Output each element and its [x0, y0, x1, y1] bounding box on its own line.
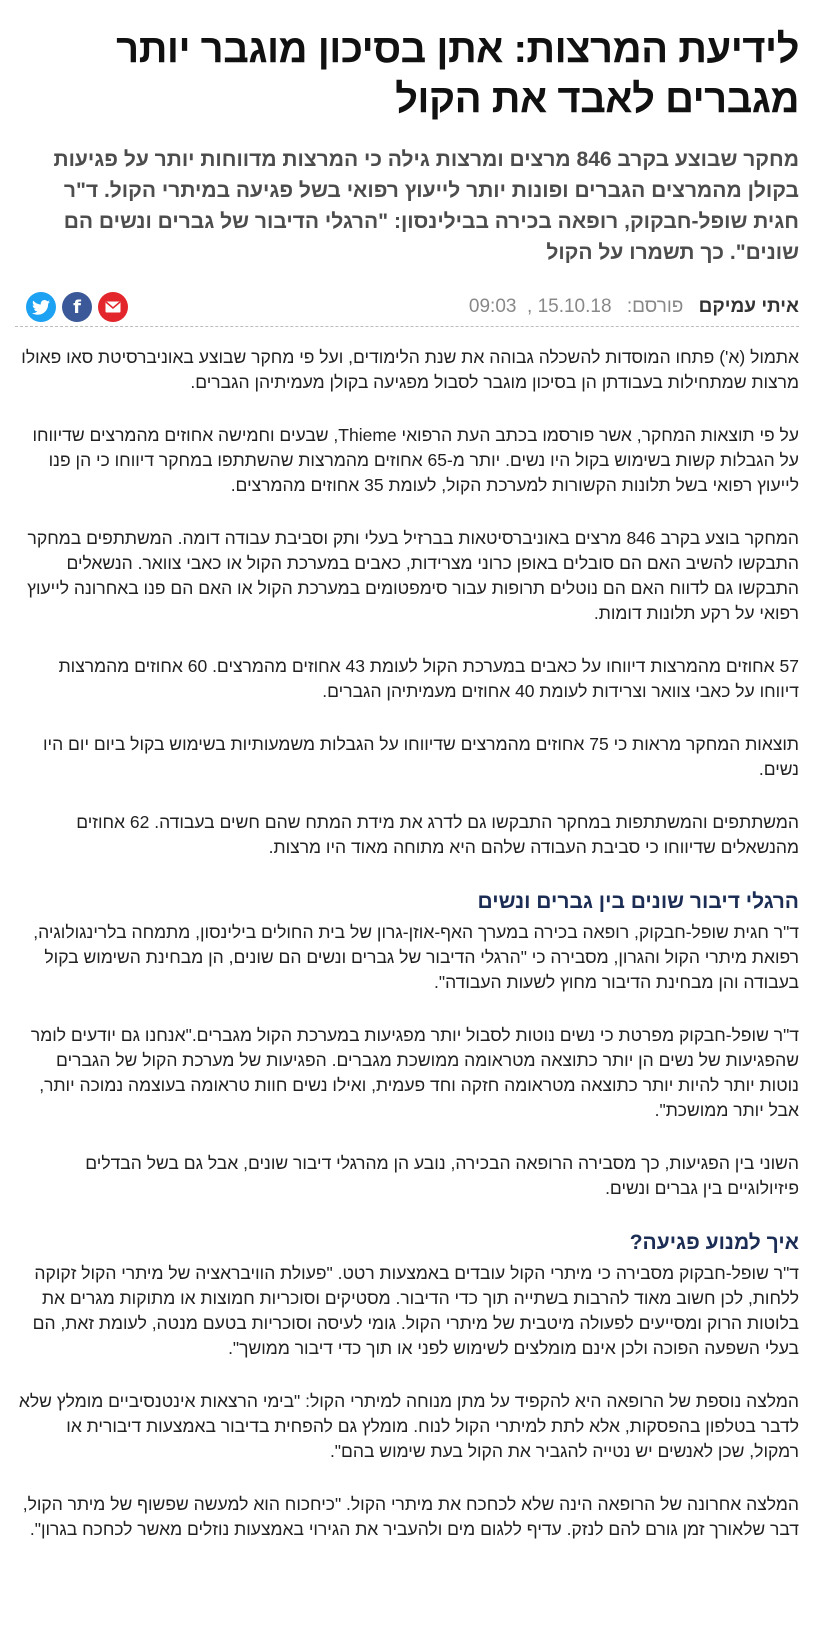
section-heading: הרגלי דיבור שונים בין גברים ונשים [477, 890, 799, 913]
published-label: פורסם: [626, 296, 684, 317]
paragraph: ד"ר חגית שופל-חבקוק, רופאה בכירה במערך האף-אוזן-גרון של בית החולים בילינסון, מתמחה בלרינגולוגיה, רפואת מיתרי הקול והגרון, מסבירה כי "הרגלי הדיבור של גברים ונשים הם שונים, הן מבחינת השימוש בקול בעבודה והן מבחינת הדיבור מחוץ לשעות העבודה". [33, 922, 799, 992]
paragraph: ד"ר שופל-חבקוק מפרטת כי נשים נוטות לסבול יותר מפגיעות במערכת הקול מגברים."אנחנו גם יודעים לומר שהפגיעות של נשים הן יותר כתוצאה מטראומה ממושכת מגברים. הפגיעות של מערכת הקול של הגברים נוטות יותר להיות יותר כתוצאה מטראומה חזקה וחד פעמית, ואילו נשים חוות טראומה בעוצמה נמוכה יותר, אבל יותר ממושכת". [30, 1025, 799, 1120]
facebook-icon[interactable]: f [62, 292, 92, 322]
article-body [15, 345, 799, 1542]
byline: איתי עמיקם פורסם: 15.10.18 , 09:03 [468, 296, 799, 317]
article-subtitle: מחקר שבוצע בקרב 846 מרצים ומרצות גילה כי המרצות מדווחות יותר על פגיעות בקולן מהמרצים הגברים ופונות יותר לייעוץ רפואי בשל פגיעה במיתרי הקול. ד"ר חגית שופל-חבקוק, רופאה בכירה בבילינסון: "הרגלי הדיבור של גברים ונשים הם שונים". כך תשמרו על הקול [53, 148, 799, 264]
paragraph: 57 אחוזים מהמרצות דיווחו על כאבים במערכת הקול לעומת 43 אחוזים מהמרצים. 60 אחוזים מהמרצות דיווחו על כאבי צוואר וצרידות לעומת 40 אחוזים מעמיתיהן הגברים. [58, 656, 799, 701]
author-link[interactable]: איתי עמיקם [698, 296, 799, 317]
mail-icon[interactable] [98, 292, 128, 322]
twitter-icon[interactable] [26, 292, 56, 322]
article-meta [15, 278, 799, 327]
paragraph: המחקר בוצע בקרב 846 מרצים באוניברסיטאות בברזיל בעלי ותק וסביבת עבודה דומה. המשתתפים במחקר התבקשו להשיב האם הם סובלים באופן כרוני מצרידות, כאבים במערכת הקול או כאבי צוואר. הנשאלים התבקשו גם לדווח האם הם נוטלים תרופות עבור סימפטומים במערכת הקול או האם הם פנו באחרונה לייעוץ רפואי על רקע תלונות דומות. [27, 528, 799, 623]
paragraph: המלצה נוספת של הרופאה היא להקפיד על מתן מנוחה למיתרי הקול: "בימי הרצאות אינטנסיביים מומלץ שלא לדבר בטלפון בהפסקות, אלא לתת למיתרי הקול לנוח. מומלץ גם להפחית בדיבור באמצעות דיבורית או רמקול, שכן לאנשים יש נטייה להגביר את הקול בעת שימוש בהם". [18, 1391, 799, 1461]
publish-date: 15.10.18 [537, 296, 612, 317]
paragraph: המלצה אחרונה של הרופאה הינה שלא לכחכח את מיתרי הקול. "כיחכוח הוא למעשה שפשוף של מיתר הקול, דבר שלאורך זמן גורם להם לנזק. עדיף ללגום מים ולהעביר את הגירוי באמצעות נוזלים מאשר לכחכח בגרון". [22, 1494, 799, 1539]
publish-time: 09:03 [468, 296, 517, 317]
paragraph: השוני בין הפגיעות, כך מסבירה הרופאה הבכירה, נובע הן מהרגלי דיבור שונים, אבל גם בשל הבדלים פיזיולוגיים בין גברים ונשים. [85, 1153, 799, 1198]
paragraph: על פי תוצאות המחקר, אשר פורסמו בכתב העת הרפואי Thieme, שבעים וחמישה אחוזים מהמרצים שדיווחו על הגבלות קשות בשימוש בקול היו נשים. יותר מ-65 אחוזים מהמרצות שהשתתפו במחקר דיווחו כי הן פנו לייעוץ רפואי בשל תלונות הקשורות למערכת הקול, לעומת 35 אחוזים מהמרצים. [32, 425, 799, 495]
article-title: לידיעת המרצות: אתן בסיכון מוגבר יותר מגברים לאבד את הקול [116, 27, 799, 121]
section-heading: איך למנוע פגיעה? [629, 1231, 799, 1254]
paragraph: ד"ר שופל-חבקוק מסבירה כי מיתרי הקול עובדים באמצעות רטט. "פעולת הוויבראציה של מיתרי הקול זקוקה ללחות, לכן חשוב מאוד להרבות בשתייה תוך כדי הדיבור. מסטיקים וסוכריות חמוצות או מתוקות מגרים את בלוטות הרוק ומסייעים לפעולה מיטבית של מיתרי הקול. גומי לעיסה וסוכריות בטעם מנטה, לעומת זאת, הם בעלי השפעה הפוכה ולכן אינם מומלצים לשימוש לפני או תוך כדי דיבור ממושך". [32, 1263, 799, 1358]
paragraph: אתמול (א') פתחו המוסדות להשכלה גבוהה את שנת הלימודים, ועל פי מחקר שבוצע באוניברסיטת סאו פאולו מרצות שמתחילות בעבודתן הן בסיכון מוגבר לסבול מפגיעה בקולן מעמיתיהן הגברים. [21, 347, 799, 392]
paragraph: תוצאות המחקר מראות כי 75 אחוזים מהמרצים שדיווחו על הגבלות משמעותיות בשימוש בקול ביום יום היו נשים. [43, 734, 799, 779]
article [15, 0, 799, 1542]
paragraph: המשתתפים והמשתתפות במחקר התבקשו גם לדרג את מידת המתח שהם חשים בעבודה. 62 אחוזים מהנשאלים שדיווחו כי סביבת העבודה שלהם היא מתוחה מאוד היו מרצות. [76, 812, 799, 857]
share-buttons [26, 292, 128, 322]
